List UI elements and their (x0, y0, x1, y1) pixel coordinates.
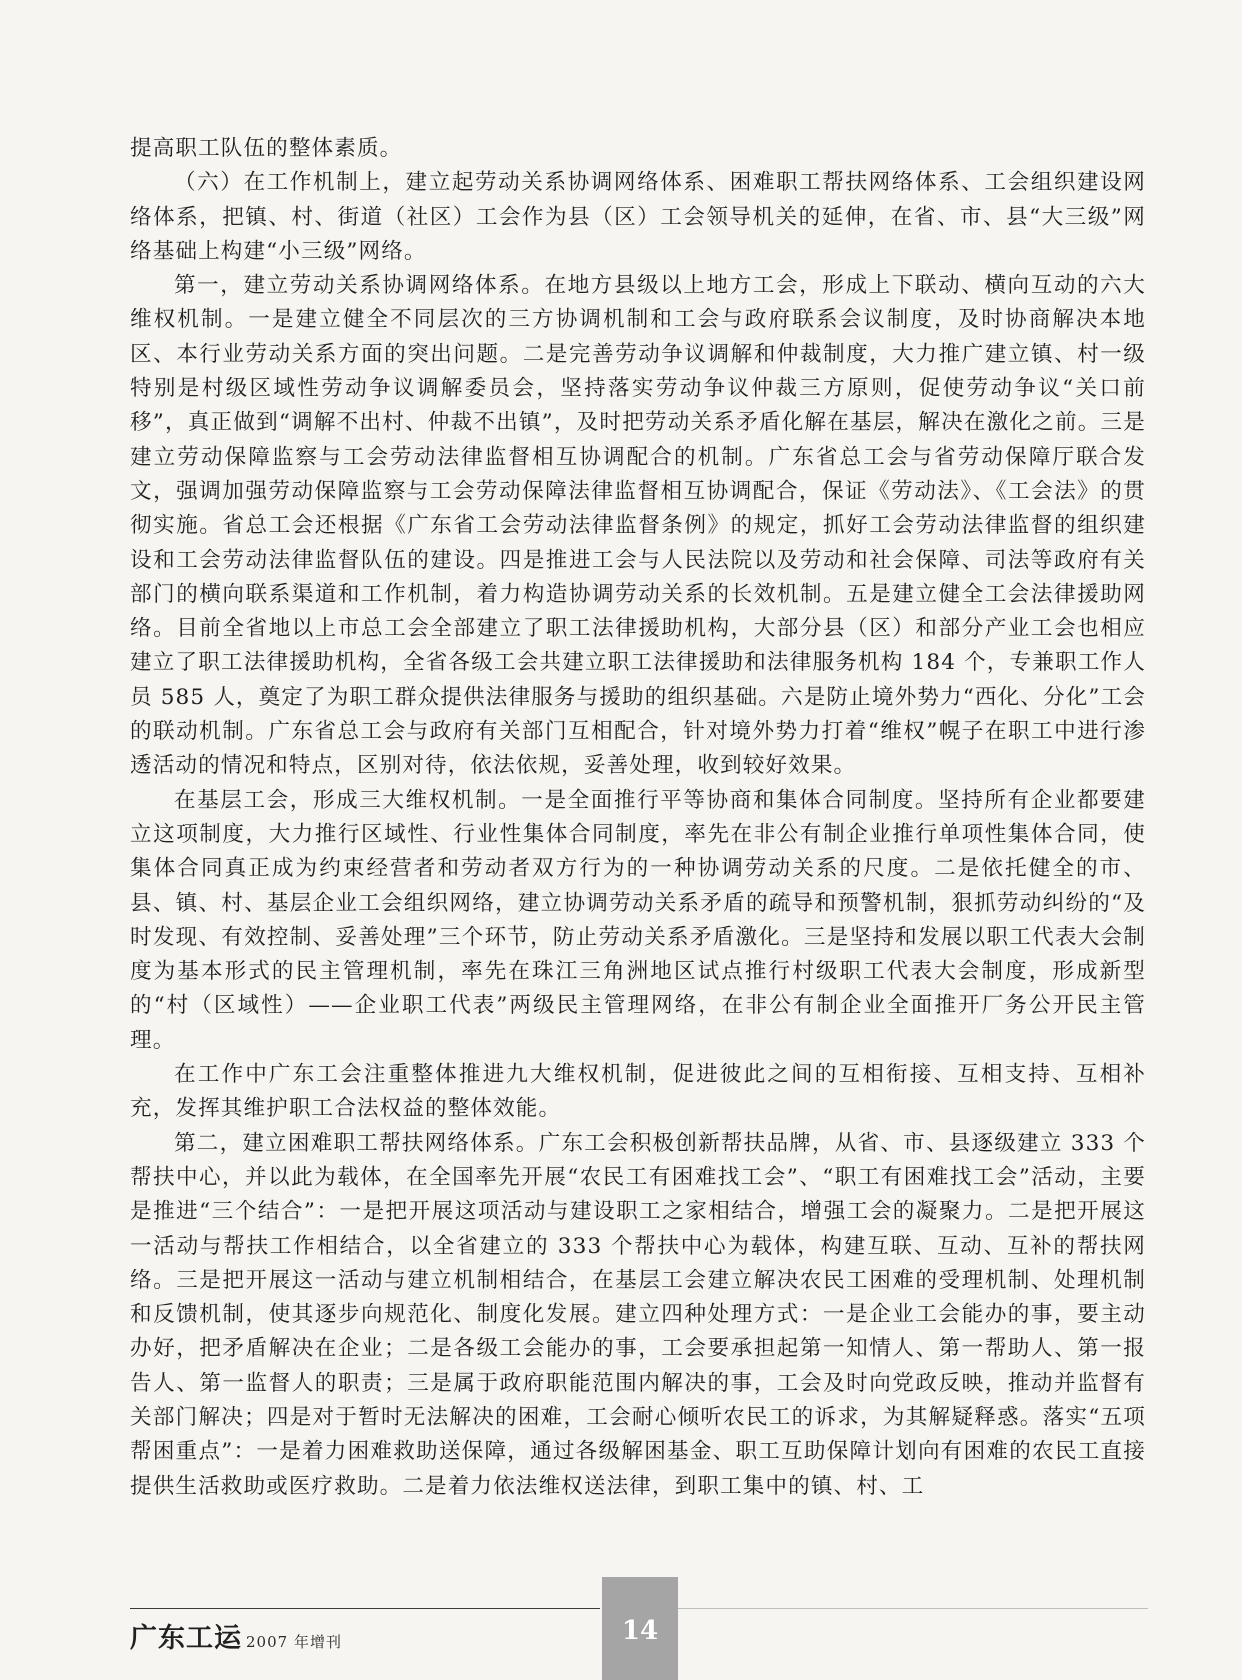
page-number: 14 (621, 1616, 659, 1646)
paragraph-assistance-network: 第二，建立困难职工帮扶网络体系。广东工会积极创新帮扶品牌，从省、市、县逐级建立 333 个帮扶中心，并以此为载体，在全国率先开展“农民工有困难找工会”、“职工有困难找工会”活动，主要是推进“三个结合”：一是把开展这项活动与建设职工之家相结合，增强工会的凝聚力。二是把开展这一活动与帮扶工作相结合，以全省建立的 333 个帮扶中心为载体，构建互联、互动、互补的帮扶网络。三是把开展这一活动与建立机制相结合，在基层工会建立解决农民工困难的受理机制、处理机制和反馈机制，使其逐步向规范化、制度化发展。建立四种处理方式：一是企业工会能办的事，要主动办好，把矛盾解决在企业；二是各级工会能办的事，工会要承担起第一知情人、第一帮助人、第一报告人、第一监督人的职责；三是属于政府职能范围内解决的事，工会及时向党政反映，推动并监督有关部门解决；四是对于暂时无法解决的困难，工会耐心倾听农民工的诉求，为其解疑释惑。落实“五项帮困重点”：一是着力困难救助送保障，通过各级解困基金、职工互助保障计划向有困难的农民工直接提供生活救助或医疗救助。二是着力依法维权送法律，到职工集中的镇、村、工 (130, 1130, 1146, 1499)
paragraph-continuation: 提高职工队伍的整体素质。 (130, 136, 403, 161)
issue-label: 2007 年增刊 (246, 1633, 342, 1651)
paragraph-work-mechanism: （六）在工作机制上，建立起劳动关系协调网络体系、困难职工帮扶网络体系、工会组织建设网络体系，把镇、村、街道（社区）工会作为县（区）工会领导机关的延伸，在省、市、县“大三级”网络基础上构建“小三级”网络。 (130, 170, 1146, 264)
footer-divider (130, 1608, 600, 1609)
footer-masthead (130, 1616, 342, 1655)
paragraph-grassroots-union: 在基层工会，形成三大维权机制。一是全面推行平等协商和集体合同制度。坚持所有企业都要建立这项制度，大力推行区域性、行业性集体合同制度，率先在非公有制企业推行单项性集体合同，使集体合同真正成为约束经营者和劳动者双方行为的一种协调劳动关系的尺度。二是依托健全的市、县、镇、村、基层企业工会组织网络，建立协调劳动关系矛盾的疏导和预警机制，狠抓劳动纠纷的“及时发现、有效控制、妥善处理”三个环节，防止劳动关系矛盾激化。三是坚持和发展以职工代表大会制度为基本形式的民主管理机制，率先在珠江三角洲地区试点推行村级职工代表大会制度，形成新型的“村（区域性）——企业职工代表”两级民主管理网络，在非公有制企业全面推开厂务公开民主管理。 (130, 787, 1146, 1053)
paragraph-labor-relations-network: 第一，建立劳动关系协调网络体系。在地方县级以上地方工会，形成上下联动、横向互动的六大维权机制。一是建立健全不同层次的三方协调机制和工会与政府联系会议制度，及时协商解决本地区、本行业劳动关系方面的突出问题。二是完善劳动争议调解和仲裁制度，大力推广建立镇、村一级特别是村级区域性劳动争议调解委员会，坚持落实劳动争议仲裁三方原则，促使劳动争议“关口前移”，真正做到“调解不出村、仲裁不出镇”，及时把劳动关系矛盾化解在基层，解决在激化之前。三是建立劳动保障监察与工会劳动法律监督相互协调配合的机制。广东省总工会与省劳动保障厅联合发文，强调加强劳动保障监察与工会劳动保障法律监督相互协调配合，保证《劳动法》、《工会法》的贯彻实施。省总工会还根据《广东省工会劳动法律监督条例》的规定，抓好工会劳动法律监督的组织建设和工会劳动法律监督队伍的建设。四是推进工会与人民法院以及劳动和社会保障、司法等政府有关部门的横向联系渠道和工作机制，着力构造协调劳动关系的长效机制。五是建立健全工会法律援助网络。目前全省地以上市总工会全部建立了职工法律援助机构，大部分县（区）和部分产业工会也相应建立了职工法律援助机构，全省各级工会共建立职工法律援助和法律服务机构 184 个，专兼职工作人员 585 人，奠定了为职工群众提供法律服务与援助的组织基础。六是防止境外势力“西化、分化”工会的联动机制。广东省总工会与政府有关部门互相配合，针对境外势力打着“维权”幌子在职工中进行渗透活动的情况和特点，区别对待，依法依规，妥善处理，收到较好效果。 (130, 273, 1146, 779)
article-body (130, 132, 1146, 1504)
footer-divider-right (678, 1608, 1148, 1609)
magazine-name: 广东工运 (130, 1623, 242, 1654)
paragraph-nine-mechanisms: 在工作中广东工会注重整体推进九大维权机制，促进彼此之间的互相衔接、互相支持、互相补充，发挥其维护职工合法权益的整体效能。 (130, 1062, 1146, 1122)
